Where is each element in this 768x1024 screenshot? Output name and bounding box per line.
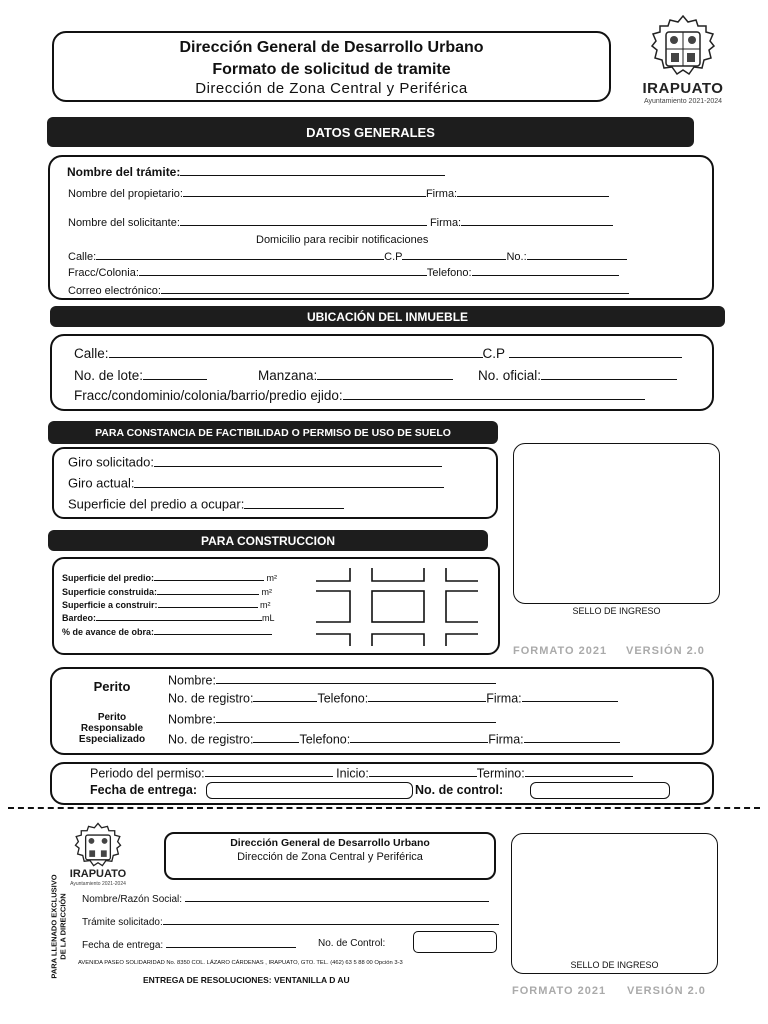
construccion-title: PARA CONSTRUCCION <box>201 533 335 548</box>
talon-formato-year: FORMATO 2021 <box>512 985 607 997</box>
fracc-ejido-field[interactable]: Fracc/condominio/colonia/barrio/predio ejido: <box>74 387 645 403</box>
bardeo-field[interactable]: Bardeo: mL <box>62 613 275 624</box>
construccion-bar <box>48 530 488 551</box>
pre-nombre-field[interactable]: Nombre: <box>168 711 496 726</box>
superficie-ocupar-field[interactable]: Superficie del predio a ocupar: <box>68 496 344 512</box>
tramite-field[interactable]: Nombre del trámite: <box>67 164 445 179</box>
periodo-field[interactable]: Periodo del permiso: Inicio: Termino: <box>90 765 633 780</box>
sup-predio-field[interactable]: Superficie del predio: m² <box>62 573 278 584</box>
perito-nombre-field[interactable]: Nombre: <box>168 672 496 687</box>
vertical-label-1: PARA LLENADO EXCLUSIVO <box>49 874 59 979</box>
header-subtitle: Formato de solicitud de tramite <box>212 61 451 78</box>
logo-sub: Ayuntamiento 2021-2024 <box>643 98 723 105</box>
talon-sello-label: SELLO DE INGRESO <box>570 960 659 970</box>
control-input[interactable] <box>530 782 670 799</box>
ubicacion-title: UBICACIÓN DEL INMUEBLE <box>306 309 469 324</box>
entrega-label: Fecha de entrega: <box>90 783 197 797</box>
solicitante-field[interactable]: Nombre del solicitante: Firma: <box>68 215 613 229</box>
sello-ingreso-label: SELLO DE INGRESO <box>572 606 661 616</box>
colonia-field[interactable]: Fracc/Colonia: Telefono: <box>68 265 619 279</box>
uso-suelo-bar <box>48 421 498 444</box>
sup-construida-field[interactable]: Superficie construida: m² <box>62 587 273 598</box>
perito-registro-field[interactable]: No. de registro: Telefono: Firma: <box>168 690 618 705</box>
entrega-resoluciones: ENTREGA DE RESOLUCIONES: VENTANILLA D AU <box>143 975 350 985</box>
manzana-field[interactable]: Manzana: <box>258 367 453 383</box>
block-diagram-icon <box>312 566 482 648</box>
pre-registro-field[interactable]: No. de registro: Telefono: Firma: <box>168 731 620 746</box>
logo-name: IRAPUATO <box>642 80 724 97</box>
correo-field[interactable]: Correo electrónico: <box>68 283 629 297</box>
razon-social-field[interactable]: Nombre/Razón Social: <box>82 892 489 905</box>
talon-control-label: No. de Control: <box>318 938 386 949</box>
talon-logo-name: IRAPUATO <box>69 868 127 880</box>
ubicacion-bar <box>50 306 725 327</box>
pre-label-3: Especializado <box>78 734 146 745</box>
calle-field[interactable]: Calle: C.P No.: <box>68 249 627 263</box>
talon-entrega-field[interactable]: Fecha de entrega: <box>82 938 296 951</box>
uso-suelo-title: PARA CONSTANCIA DE FACTIBILIDAD O PERMISO DE USO DE SUELO <box>95 426 451 439</box>
talon-sello-box <box>511 833 718 974</box>
vertical-label-2: DE LA DIRECCIÓN <box>58 893 68 960</box>
cut-line <box>8 807 760 809</box>
datos-generales-bar <box>47 117 694 147</box>
domicilio-label: Domicilio para recibir notificaciones <box>256 234 429 246</box>
address-line: AVENIDA PASEO SOLIDARIDAD No. 8350 COL. LÁZARO CÁRDENAS , IRAPUATO, GTO. TEL. (462) 63 5 88 00 Opción 3-3 <box>78 960 403 966</box>
propietario-field[interactable]: Nombre del propietario: Firma: <box>68 186 609 200</box>
formato-year: FORMATO 2021 <box>513 645 608 657</box>
talon-logo-sub: Ayuntamiento 2021-2024 <box>70 881 126 887</box>
talon-formato-version: VERSIÓN 2.0 <box>627 985 706 997</box>
datos-generales-title: DATOS GENERALES <box>306 124 435 140</box>
giro-solicitado-field[interactable]: Giro solicitado: <box>68 454 442 470</box>
control-label: No. de control: <box>415 783 504 797</box>
header-title: Dirección General de Desarrollo Urbano <box>179 39 484 56</box>
talon-title: Dirección General de Desarrollo Urbano <box>230 837 430 849</box>
entrega-input[interactable] <box>206 782 413 799</box>
perito-label: Perito <box>93 679 131 694</box>
talon-control-input[interactable] <box>413 931 497 953</box>
pre-label-2: Responsable <box>80 723 144 734</box>
lote-field[interactable]: No. de lote: <box>74 367 207 383</box>
ubicacion-calle-field[interactable]: Calle: C.P <box>74 345 682 361</box>
pre-label-1: Perito <box>97 712 127 723</box>
oficial-field[interactable]: No. oficial: <box>478 367 677 383</box>
irapuato-logo <box>636 14 730 110</box>
sup-construir-field[interactable]: Superficie a construir: m² <box>62 600 271 611</box>
giro-actual-field[interactable]: Giro actual: <box>68 475 444 491</box>
sello-ingreso-box <box>513 443 720 604</box>
header-zone: Dirección de Zona Central y Periférica <box>195 80 468 97</box>
formato-version: VERSIÓN 2.0 <box>626 645 705 657</box>
coat-of-arms-icon <box>62 822 134 870</box>
talon-logo <box>62 822 134 888</box>
talon-tramite-field[interactable]: Trámite solicitado: <box>82 915 499 928</box>
talon-zone: Dirección de Zona Central y Periférica <box>237 851 423 863</box>
avance-field[interactable]: % de avance de obra: <box>62 626 272 637</box>
coat-of-arms-icon <box>636 14 730 80</box>
